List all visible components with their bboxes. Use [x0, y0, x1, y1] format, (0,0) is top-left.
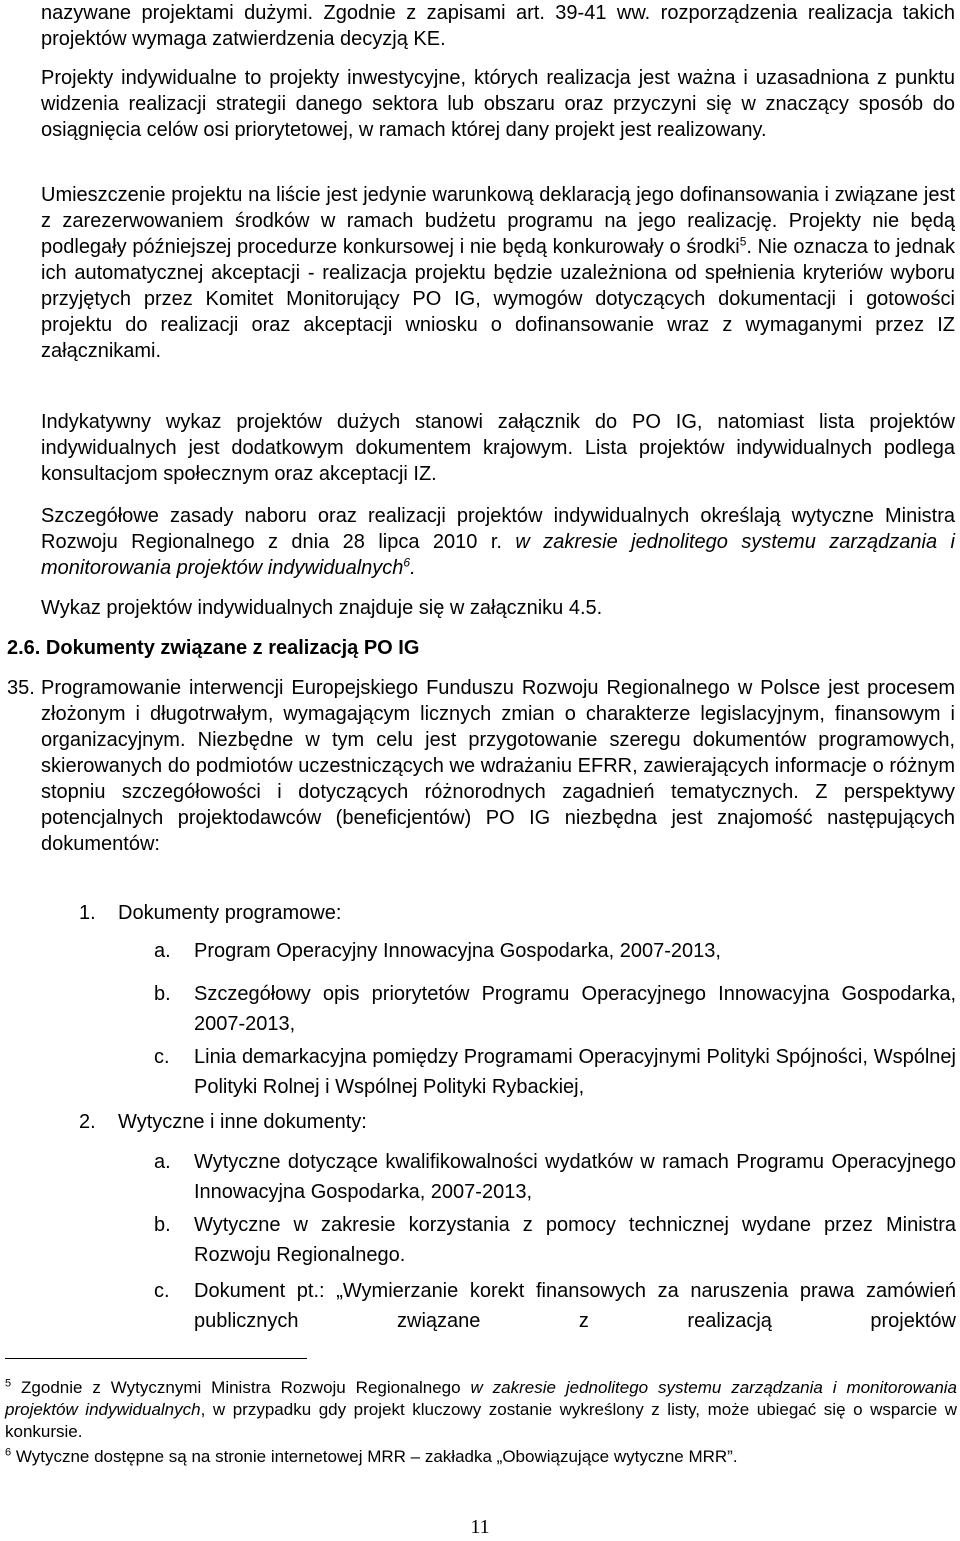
- list-letter: b.: [154, 983, 171, 1005]
- footnote-text: Wytyczne dostępne są na stronie internetowej MRR – zakładka „Obowiązujące wytyczne MRR”.: [11, 1447, 738, 1466]
- paragraph-detailed-rules: [41, 503, 955, 581]
- list-item: Linia demarkacyjna pomiędzy Programami Operacyjnymi Polityki Spójności, Wspólnej Polityki Rolnej i Wspólnej Polityki Rybackiej,: [194, 1046, 956, 1098]
- footnote-5: [5, 1377, 957, 1443]
- list-letter: c.: [154, 1046, 170, 1068]
- paragraph-text: Szczegółowe zasady naboru oraz realizacji projektów indywidualnych określają wytyczne Ministra Rozwoju Regionalnego z dnia 28 lipca 2010 r.: [41, 505, 955, 553]
- paragraph-indicative-list: Indykatywny wykaz projektów dużych stanowi załącznik do PO IG, natomiast lista projektów indywidualnych jest dodatkowym dokumentem krajowym. Lista projektów indywidualnych podlega konsultacjom społecznym oraz akceptacji IZ.: [41, 411, 955, 485]
- footnote-6: [5, 1446, 957, 1468]
- list-item: Program Operacyjny Innowacyjna Gospodarka, 2007-2013,: [194, 940, 721, 962]
- list-letter: a.: [154, 940, 171, 962]
- paragraph-individual-projects: Projekty indywidualne to projekty inwestycyjne, których realizacja jest ważna i uzasadniona z punktu widzenia realizacji strategii danego sektora lub obszaru oraz przyczyni się w znaczący sposób do osiągnięcia celów osi priorytetowej, w ramach której dany projekt jest realizowany.: [41, 67, 955, 141]
- paragraph-text: . Nie oznacza to jednak ich automatycznej akceptacji - realizacja projektu będzie uzależniona od spełnienia kryteriów wyboru przyjętych przez Komitet Monitorujący PO IG, wymogów dotyczących dokumentacji i gotowości projektu do realizacji oraz akceptacji wniosku o dofinansowanie wraz z wymaganymi przez IZ załącznikami.: [41, 236, 955, 362]
- footnote-text: , w przypadku gdy projekt kluczowy zostanie wykreślony z listy, może ubiegać się o wsparcie w konkursie.: [5, 1400, 957, 1441]
- paragraph-number: 35.: [7, 677, 35, 699]
- footnote-text: Zgodnie z Wytycznymi Ministra Rozwoju Regionalnego: [11, 1378, 471, 1397]
- footnote-mark: 5: [5, 1377, 12, 1390]
- list-item: Wytyczne w zakresie korzystania z pomocy technicznej wydane przez Ministra Rozwoju Regionalnego.: [194, 1214, 956, 1266]
- footnote-mark: 6: [5, 1446, 12, 1459]
- footnote-separator: [5, 1358, 307, 1359]
- list-item: Dokument pt.: „Wymierzanie korekt finansowych za naruszenia prawa zamówień publicznych związane z realizacją projektów: [194, 1280, 956, 1332]
- paragraph-attachment: Wykaz projektów indywidualnych znajduje się w załączniku 4.5.: [41, 597, 603, 619]
- list-letter: b.: [154, 1214, 171, 1236]
- footnote-ref-5: 5: [739, 234, 747, 249]
- section-heading: 2.6. Dokumenty związane z realizacją PO IG: [7, 637, 420, 659]
- list-heading: Dokumenty programowe:: [118, 902, 342, 924]
- footnote-ref-6: 6: [403, 555, 411, 570]
- paragraph-end: .: [410, 557, 416, 579]
- list-letter: a.: [154, 1151, 171, 1173]
- list-item: Szczegółowy opis priorytetów Programu Operacyjnego Innowacyjna Gospodarka, 2007-2013,: [194, 983, 956, 1035]
- list-letter: c.: [154, 1280, 170, 1302]
- list-item: Wytyczne dotyczące kwalifikowalności wydatków w ramach Programu Operacyjnego Innowacyjna Gospodarka, 2007-2013,: [194, 1151, 956, 1203]
- paragraph-text: Umieszczenie projektu na liście jest jedynie warunkową deklaracją jego dofinansowania i związane jest z zarezerwowaniem środków w ramach budżetu programu na jego realizację. Projekty nie będą podlegały późniejszej procedurze konkursowej i nie będą konkurowały o środki: [41, 184, 955, 258]
- paragraph-continuation: nazywane projektami dużymi. Zgodnie z zapisami art. 39-41 ww. rozporządzenia realizacja takich projektów wymaga zatwierdzenia decyzją KE.: [41, 2, 955, 50]
- paragraph-project-list: [41, 182, 955, 364]
- italic-title: w zakresie jednolitego systemu zarządzania i monitorowania projektów indywidualnych: [41, 531, 955, 579]
- list-number: 2.: [79, 1111, 96, 1133]
- paragraph-programming: Programowanie interwencji Europejskiego Funduszu Rozwoju Regionalnego w Polsce jest procesem złożonym i długotrwałym, wymagającym licznych zmian o charakterze legislacyjnym, finansowym i organizacyjnym. Niezbędne w tym celu jest przygotowanie szeregu dokumentów programowych, skierowanych do podmiotów uczestniczących we wdrażaniu EFRR, zawierających informacje o różnym stopniu szczegółowości i dotyczących różnorodnych zagadnień tematycznych. Z perspektywy potencjalnych projektodawców (beneficjentów) PO IG niezbędna jest znajomość następujących dokumentów:: [41, 677, 955, 855]
- list-number: 1.: [79, 902, 96, 924]
- page-number: 11: [470, 1516, 490, 1538]
- list-heading: Wytyczne i inne dokumenty:: [118, 1111, 367, 1133]
- footnote-italic: w zakresie jednolitego systemu zarządzania i monitorowania projektów indywidualnych: [5, 1378, 958, 1419]
